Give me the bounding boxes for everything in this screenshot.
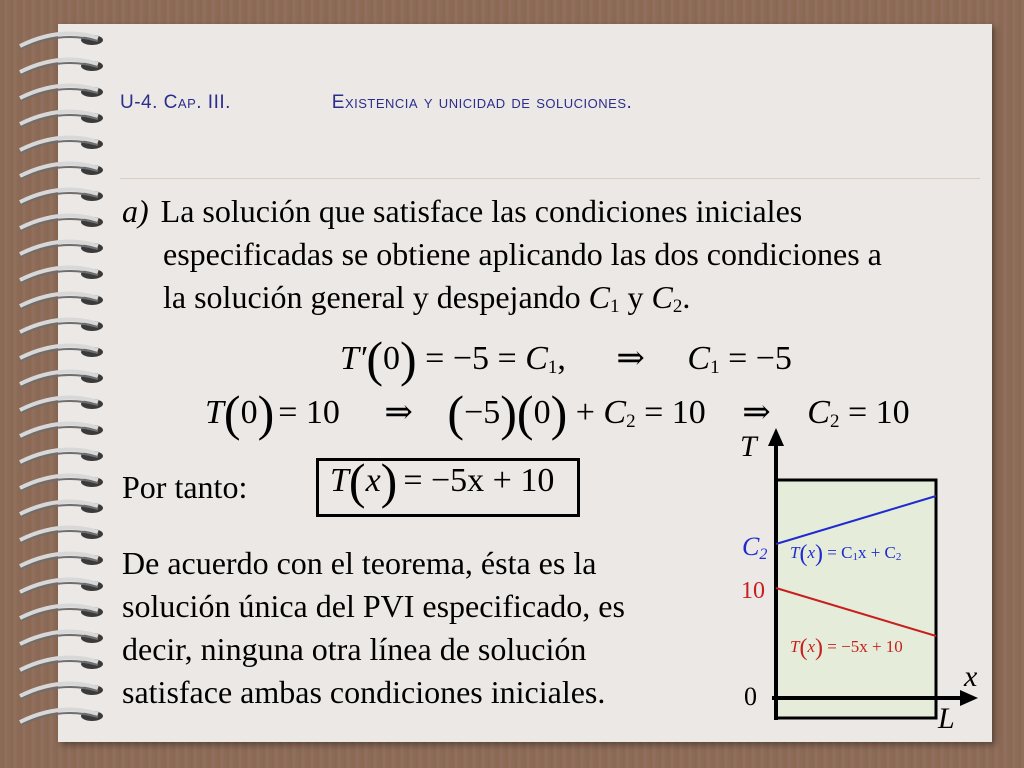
eq2-c: C [603, 394, 627, 431]
binding-ring [20, 710, 103, 726]
binding-ring [20, 684, 103, 700]
binding-ring [20, 658, 103, 674]
eq2-eq2: = 10 [635, 394, 706, 431]
red-arg: x [807, 637, 816, 656]
binding-ring [20, 320, 103, 336]
binding-ring [20, 528, 103, 544]
binding-ring [20, 60, 103, 76]
binding-ring [20, 138, 103, 154]
binding-ring [20, 476, 103, 492]
blue-fn: T [790, 543, 800, 562]
conjunction: y [619, 279, 652, 315]
red-rhs: = −5x + 10 [827, 637, 903, 656]
part-a-line3 [163, 276, 690, 318]
blue-rhs2: x + C [857, 543, 896, 562]
binding-ring [20, 86, 103, 102]
domain-region [776, 480, 936, 718]
part-a-label: a) [122, 193, 149, 229]
binding-ring [20, 112, 103, 128]
eq1-rhs: = −5 [719, 340, 792, 377]
x-axis-label: x [964, 660, 978, 693]
binding-ring [20, 268, 103, 284]
eq1-arg: 0 [383, 340, 401, 377]
t-axis-label: T [740, 430, 757, 463]
eq1-comma: , [557, 340, 566, 377]
eq2-rhs-c: C [807, 394, 830, 431]
c2-sub: 2 [759, 546, 768, 563]
eq1-lhs: T′ [340, 340, 367, 377]
blue-arg: x [807, 543, 816, 562]
implies-icon: ⇒ [384, 394, 413, 431]
eq2-plus: + [575, 394, 604, 431]
binding-ring [20, 632, 103, 648]
c2-symbol: C [742, 532, 760, 561]
binding-ring [20, 216, 103, 232]
eq1-sub: 1 [547, 357, 558, 378]
binding-ring [20, 424, 103, 440]
origin-label: 0 [744, 682, 757, 711]
particular-solution: T(x) = −5x + 10 [330, 453, 555, 509]
particular-solution-label: T(x) = −5x + 10 [790, 635, 903, 661]
binding-ring [20, 450, 103, 466]
blue-rhs1: = C [827, 543, 853, 562]
eq2-lhs: T [205, 394, 224, 431]
paragraph-line-1: De acuerdo con el teorema, ésta es la [122, 545, 597, 581]
eq2-b: 0 [533, 394, 551, 431]
binding-ring [20, 606, 103, 622]
eq2-rhs-sub: 2 [829, 411, 840, 432]
c-sub-2: 2 [672, 296, 683, 317]
y-axis-arrow [768, 428, 784, 446]
page-title: Existencia y unicidad de soluciones. [331, 92, 633, 113]
part-a-line1 [122, 190, 802, 232]
period: . [682, 279, 691, 315]
por-tanto-label: Por tanto: [122, 469, 248, 505]
sol-arg: x [365, 462, 381, 499]
eq1-mid: = −5 = [425, 340, 526, 377]
part-a-line3-text: la solución general y despejando [163, 279, 589, 315]
c-symbol: C [651, 279, 673, 315]
red-fn: T [790, 637, 800, 656]
c-sub-1: 1 [609, 296, 620, 317]
sol-rhs: = −5x + 10 [403, 462, 555, 499]
binding-ring [20, 580, 103, 596]
spiral-binding [0, 0, 120, 768]
eq1-rhs-sub: 1 [710, 357, 720, 378]
part-a-line2: especificadas se obtiene aplicando las dos condiciones a [163, 236, 882, 272]
equation-derivative: $T'(0) = -5 = C_1$, ⇒ $C_1 = -5$ [340, 331, 792, 387]
binding-ring [20, 190, 103, 206]
eq1-c: C [525, 340, 548, 377]
binding-ring [20, 502, 103, 518]
eq2-a: −5 [464, 394, 501, 431]
eq2-arg: 0 [240, 394, 258, 431]
implies-icon: ⇒ [742, 394, 771, 431]
paragraph-line-2: solución única del PVI especificado, es [122, 588, 625, 624]
binding-ring [20, 346, 103, 362]
slide-header [120, 92, 632, 124]
binding-ring [20, 372, 103, 388]
implies-icon: ⇒ [616, 340, 645, 377]
eq2-rhs: = 10 [839, 394, 910, 431]
binding-ring [20, 398, 103, 414]
binding-ring [20, 554, 103, 570]
eq1-rhs-c: C [687, 340, 711, 377]
blue-sub2: 2 [895, 551, 902, 563]
header-divider [120, 178, 980, 179]
c2-label [742, 532, 767, 562]
sol-fn: T [330, 462, 349, 499]
paragraph-line-3: decir, ninguna otra línea de solución [122, 631, 587, 667]
equation-initial-value: T(0) = 10 ⇒ $(-5)(0) + C_2 = 10$ ⇒ $C_2 = 10$ [205, 385, 910, 441]
unit-label: U-4. Cap. III. [120, 92, 231, 113]
general-solution-label: $T(x) = C_1x + C_2$ [790, 541, 902, 567]
blue-sub1: 1 [852, 551, 858, 563]
c-symbol: C [588, 279, 610, 315]
ten-label: 10 [741, 578, 765, 604]
binding-ring [20, 242, 103, 258]
binding-ring [20, 164, 103, 180]
binding-ring [20, 294, 103, 310]
binding-ring [20, 34, 103, 50]
paragraph-line-4: satisface ambas condiciones iniciales. [122, 674, 606, 710]
part-a-text-1: La solución que satisface las condiciones iniciales [160, 193, 803, 229]
length-label: L [938, 702, 955, 735]
eq2-eq: = 10 [278, 394, 340, 431]
eq2-sub: 2 [626, 411, 636, 432]
